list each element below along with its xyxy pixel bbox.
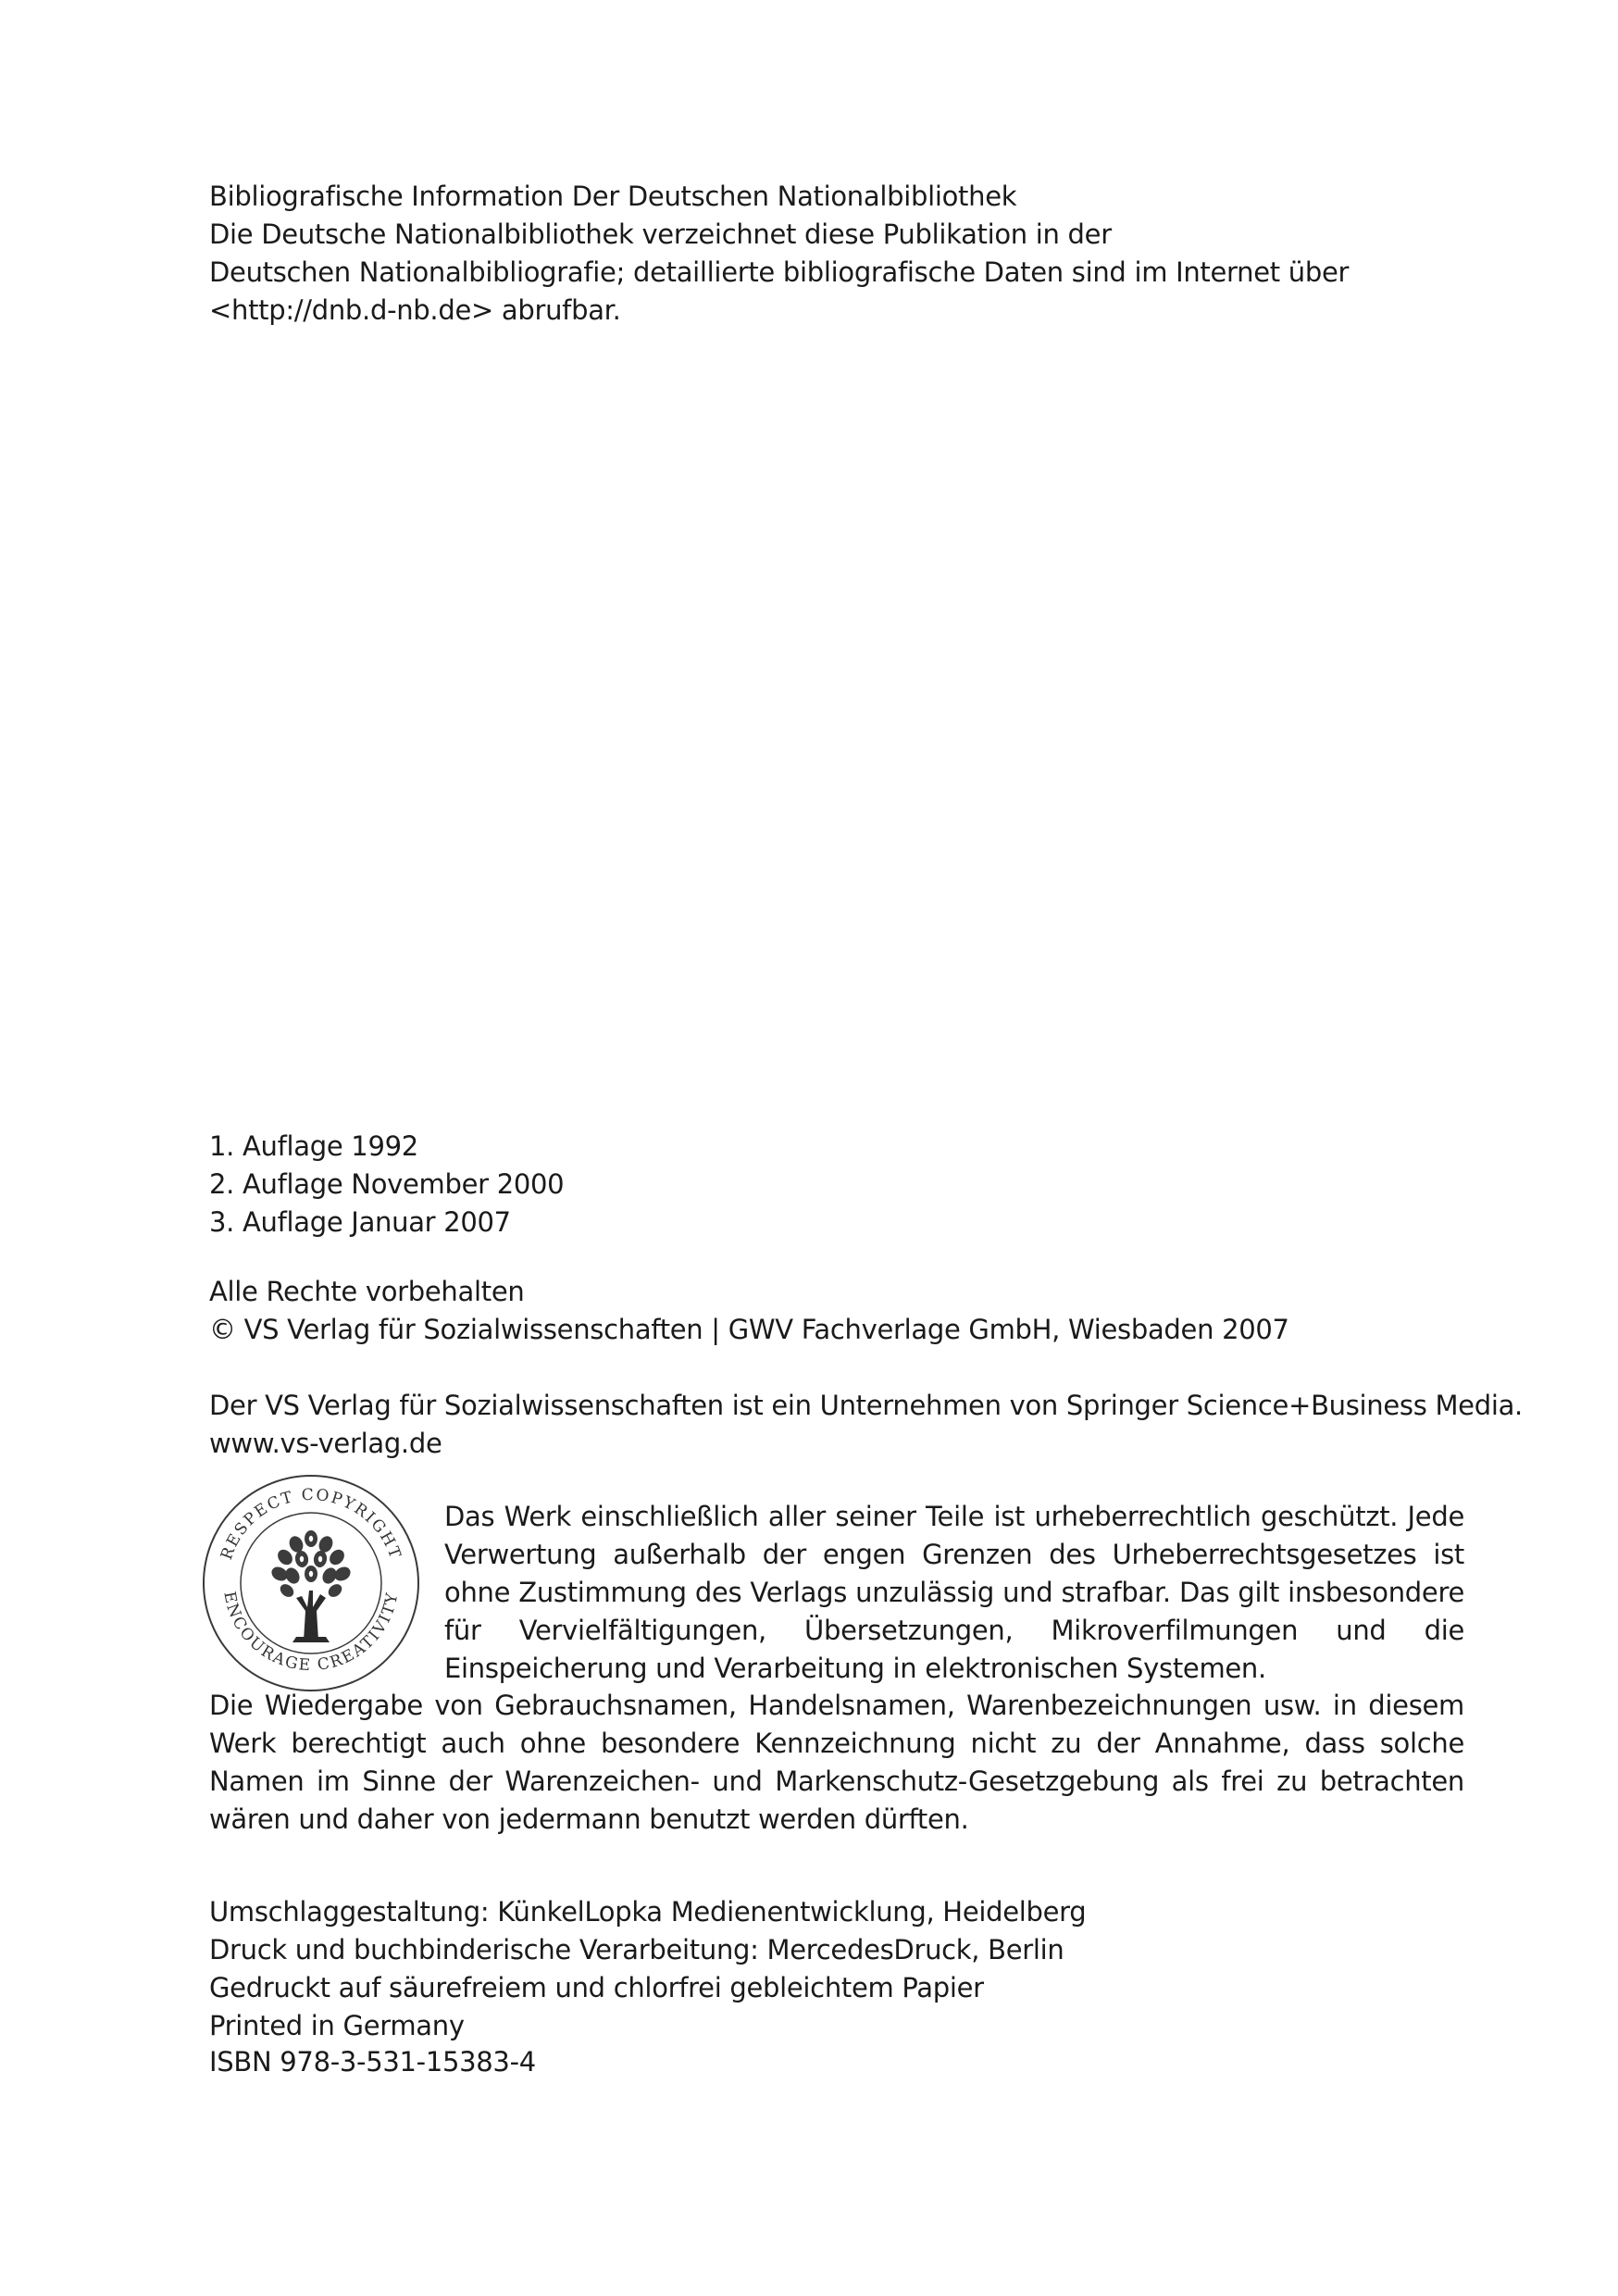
- edition-history: [209, 1128, 564, 1242]
- printing-credit: Druck und buchbinderische Verarbeitung: MercedesDruck, Berlin: [209, 1934, 1064, 1965]
- bibliographic-line: Deutschen Nationalbibliografie; detaillierte bibliografische Daten sind im Internet über: [209, 256, 1350, 288]
- copyright-line: © VS Verlag für Sozialwissenschaften | GWV Fachverlage GmbH, Wiesbaden 2007: [209, 1314, 1289, 1345]
- rights-reserved: Alle Rechte vorbehalten: [209, 1276, 525, 1307]
- paper-note: Gedruckt auf säurefreiem und chlorfrei gebleichtem Papier: [209, 1972, 984, 2003]
- bibliographic-line: Die Deutsche Nationalbibliothek verzeichnet diese Publikation in der: [209, 218, 1112, 250]
- isbn: ISBN 978-3-531-15383-4: [209, 2046, 536, 2078]
- bibliographic-url-line: <http://dnb.d-nb.de> abrufbar.: [209, 294, 621, 326]
- tree-icon: [269, 1530, 354, 1642]
- production-credits: [209, 1893, 1086, 2045]
- edition-item: 1. Auflage 1992: [209, 1130, 418, 1162]
- seal-text-top: RESPECT COPYRIGHT: [217, 1485, 405, 1563]
- trademark-notice: Die Wiedergabe von Gebrauchsnamen, Handelsnamen, Warenbezeichnungen usw. in diesem Werk berechtigt auch ohne besondere Kennzeichnung nicht zu der Annahme, dass solche Namen im Sinne der Warenzeichen- und Markenschutz-Gesetzgebung als frei zu betrachten wären und daher von jedermann benutzt werden dürften.: [209, 1690, 1464, 1835]
- publisher-statement: Der VS Verlag für Sozialwissenschaften ist ein Unternehmen von Springer Science+Business Media.: [209, 1390, 1523, 1421]
- bibliographic-information: [209, 178, 1349, 330]
- edition-item: 2. Auflage November 2000: [209, 1168, 565, 1200]
- bibliographic-heading: Bibliografische Information Der Deutschen Nationalbibliothek: [209, 181, 1017, 212]
- cover-design-credit: Umschlaggestaltung: KünkelLopka Medienentwicklung, Heidelberg: [209, 1896, 1087, 1928]
- copyright-notice: Das Werk einschließlich aller seiner Teile ist urheberrechtlich geschützt. Jede Verwertung außerhalb der engen Grenzen des Urheberrechtsgesetzes ist ohne Zustimmung des Verlags unzulässig und strafbar. Das gilt insbesondere für Vervielfältigungen, Übersetzungen, Mikroverfilmungen und die Einspeicherung und Verarbeitung in elektronischen Systemen.: [444, 1501, 1464, 1684]
- printed-in-country: Printed in Germany: [209, 2010, 465, 2041]
- respect-copyright-seal-icon: [200, 1472, 422, 1694]
- seal-text-bottom: ENCOURAGE CREATIVITY: [219, 1590, 403, 1676]
- rights-statement: [209, 1273, 1289, 1349]
- publisher-website: www.vs-verlag.de: [209, 1428, 442, 1459]
- edition-item: 3. Auflage Januar 2007: [209, 1206, 511, 1238]
- publisher-info: [209, 1387, 1523, 1463]
